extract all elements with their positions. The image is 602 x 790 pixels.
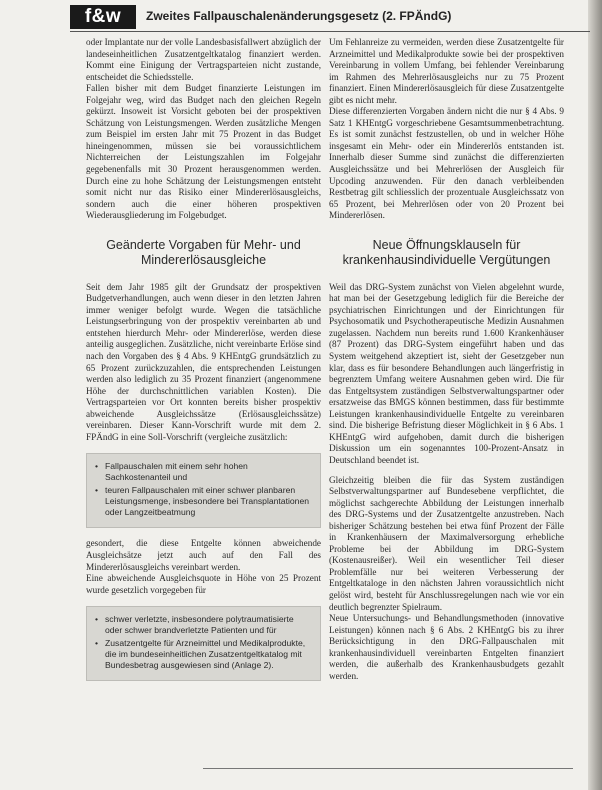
header-rule xyxy=(70,31,590,32)
section-heading: Neue Öffnungsklauseln für krankenhausindividuelle Vergütungen xyxy=(342,237,551,267)
highlight-box xyxy=(86,453,321,528)
box-list-item: • Fallpauschalen mit einem sehr hohen Sachkostenanteil und xyxy=(95,461,312,483)
paragraph: Seit dem Jahr 1985 gilt der Grundsatz der prospektiven Budgetverhandlungen, auch wenn dieser in den letzten Jahren immer weniger befolgt wurde. Wegen die tatsächliche Leistungserbringung von der prospektiv vereinbarten ab und entstehen hierdurch Mehr- oder Mindererlöse, werden diese anteilig ausgeglichen. Zusätzliche, nicht vereinbarte Erlöse sind nach den Vorgaben des § 4 Abs. 9 KHEntgG grundsätzlich zu 65 Prozent zurückzuzahlen, die entsprechenden Leistungen werden also lediglich zu 35 Prozent finanziert (angenommene Höhe der durchschnittlichen variablen Kosten). Die Vertragsparteien vor Ort konnten bereits bisher prospektiv abweichende Ausgleichssätze (Erlösausgleichssätze) vereinbaren. Dieser Kann-Vorschrift wurde mit dem 2. FPÄndG in eine Soll-Vorschrift (vergleiche zusätzlich: xyxy=(86,281,321,442)
page-header xyxy=(70,5,590,29)
paragraph: Eine abweichende Ausgleichsquote in Höhe von 25 Prozent wurde gesetzlich vorgegeben für xyxy=(86,573,321,595)
box-list-item: • schwer verletzte, insbesondere polytraumatisierte oder schwer brandverletzte Patienten und für xyxy=(95,614,312,636)
footer-rule xyxy=(203,768,573,769)
running-head: Zweites Fallpauschalenänderungsgesetz (2. FPÄndG) xyxy=(146,9,452,23)
paragraph: gesondert, die diese Entgelte können abweichende Ausgleichsätze jetzt auch auf den Fall des Mindererlösausgleichs vereinbart werden. xyxy=(86,538,321,572)
paragraph: Fallen bisher mit dem Budget finanzierte Leistungen im Folgejahr weg, wird das Budget nach den gleichen Regeln gekürzt. Insoweit ist Vorsicht geboten bei der prospektiven Schätzung von Leistungsmengen. Werden zusätzliche Mengen zum Beispiel im ersten Jahr mit 75 Prozent in das Budget hineingenommen, müssen sie bei voraussichtlichem Nichterreichen der Leistungszahlen im Folgejahr gegebenenfalls mit 30 Prozent herausgenommen werden. Durch eine zu hohe Schätzung der Leistungsmengen entsteht somit nicht nur das Risiko einer Mindererlösausgleichs, sondern auch die einer höheren prospektiven Wiederausgliederung im Folgebudget. xyxy=(86,83,321,221)
page-edge-shadow xyxy=(588,0,602,790)
paragraph: Um Fehlanreize zu vermeiden, werden diese Zusatzentgelte für Arzneimittel und Medikalprodukte sowie bei der prospektiven Vereinbarung in vollem Umfang, bei fehlender Vereinbarung im Rahmen des Mehrerlösausgleichs nur zu 75 Prozent finanziert. Einen Mindererlösausgleich für diese Zusatzentgelte gibt es nicht mehr. xyxy=(329,37,564,105)
paragraph: Gleichzeitig bleiben die für das System zuständigen Selbstverwaltungspartner auf Bundesebene verpflichtet, die möglichst sachgerechte Abbildung der Leistungen innerhalb des DRG-Systems und der Zusatzentgelte anzustreben. Nach bisheriger Schätzung bestehen bei etwa fünf Prozent der Fälle in Krankenhäusern der Maximalversorgung erhebliche Probleme bei der Abbildung im DRG-System (Kostenausreißer). Weil ein wesentlicher Teil dieser Problemfälle nur bei weiteren Verbesserung der Entgeltkataloge in den nächsten Jahren voraussichtlich nicht gelöst wird, besteht für Anschlussregelungen nach wie vor ein deutlich begrenzter Spielraum. xyxy=(329,474,564,612)
paragraph: Weil das DRG-System zunächst von Vielen abgelehnt wurde, hat man bei der Gesetzgebung lediglich für die Bereiche der psychiatrischen Einrichtungen und der Einrichtungen für Psychosomatik und Psychotherapeutische Medizin Ausnahmen zugelassen. Nachdem nun bereits rund 1.600 Krankenhäuser (87 Prozent) das DRG-System eingeführt haben und das System weitgehend akzeptiert ist, sieht der Gesetzgeber nun klar, dass es für besondere Behandlungen auch längerfristig in begrenztem Umfang weitere Ausnahmen geben wird. Die für das Entgeltsystem zuständigen Selbstverwaltungspartner oder ersatzweise das BMGS können bestimmen, dass für bestimmte Leistungen krankenhausindividuelle Entgelte zu vereinbaren sind. Die bisherige Befristung dieser Möglichkeit in § 6 Abs. 1 KHEntgG wird aufgehoben, damit durch die bisherigen Diskussion um ein sogenanntes 100-Prozent-Ansatz in Deutschland beendet ist. xyxy=(329,281,564,465)
box-list-item: • Zusatzentgelte für Arzneimittel und Medikalprodukte, die im bundeseinheitlichen Zusatzentgeltkatalog mit Bundesbetrag ausgewiesen sind (Anlage 2). xyxy=(95,638,312,671)
right-column xyxy=(329,37,564,682)
publisher-logo: f&w xyxy=(70,5,136,29)
highlight-box xyxy=(86,606,321,681)
section-heading: Geänderte Vorgaben für Mehr- und Mindererlösausgleiche xyxy=(106,237,301,267)
left-column xyxy=(86,37,321,691)
paragraph: Diese differenzierten Vorgaben ändern nicht die nur § 4 Abs. 9 Satz 1 KHEntgG vorgeschriebene Gesamtsummenbetrachtung. Es ist somit zunächst festzustellen, ob und in welcher Höhe insgesamt ein Mehr- oder ein Mindererlös entstanden ist. Innerhalb dieser Summe sind zunächst die differenzierten Ausgleichssätze und bei Mehrerlösen der Ausgleich für Upcoding anzuwenden. Für den danach verbleibenden Restbetrag gilt schliesslich der prozentuale Ausgleichssatz von 65 Prozent, bei Mehrerlösen oder von 20 Prozent bei Mindererlösen. xyxy=(329,106,564,221)
paragraph: Neue Untersuchungs- und Behandlungsmethoden (innovative Leistungen) können nach § 6 Abs. 2 KHEntgG bis zu ihrer Berücksichtigung in den DRG-Fallpauschalen mit krankenhausindividuell vereinbarten Entgelten finanziert werden, die außerhalb des Krankenhausbudgets gezahlt werden. xyxy=(329,613,564,681)
box-list-item: • teuren Fallpauschalen mit einer schwer planbaren Leistungsmenge, insbesondere bei Transplantationen oder Langzeitbeatmung xyxy=(95,485,312,518)
paragraph: oder Implantate nur der volle Landesbasisfallwert abzüglich der landeseinheitlichen Zusatzentgeltkatalog finanziert werden. Kommt eine Einigung der Vertragsparteien nicht zustande, entscheidet die Schiedsstelle. xyxy=(86,37,321,82)
